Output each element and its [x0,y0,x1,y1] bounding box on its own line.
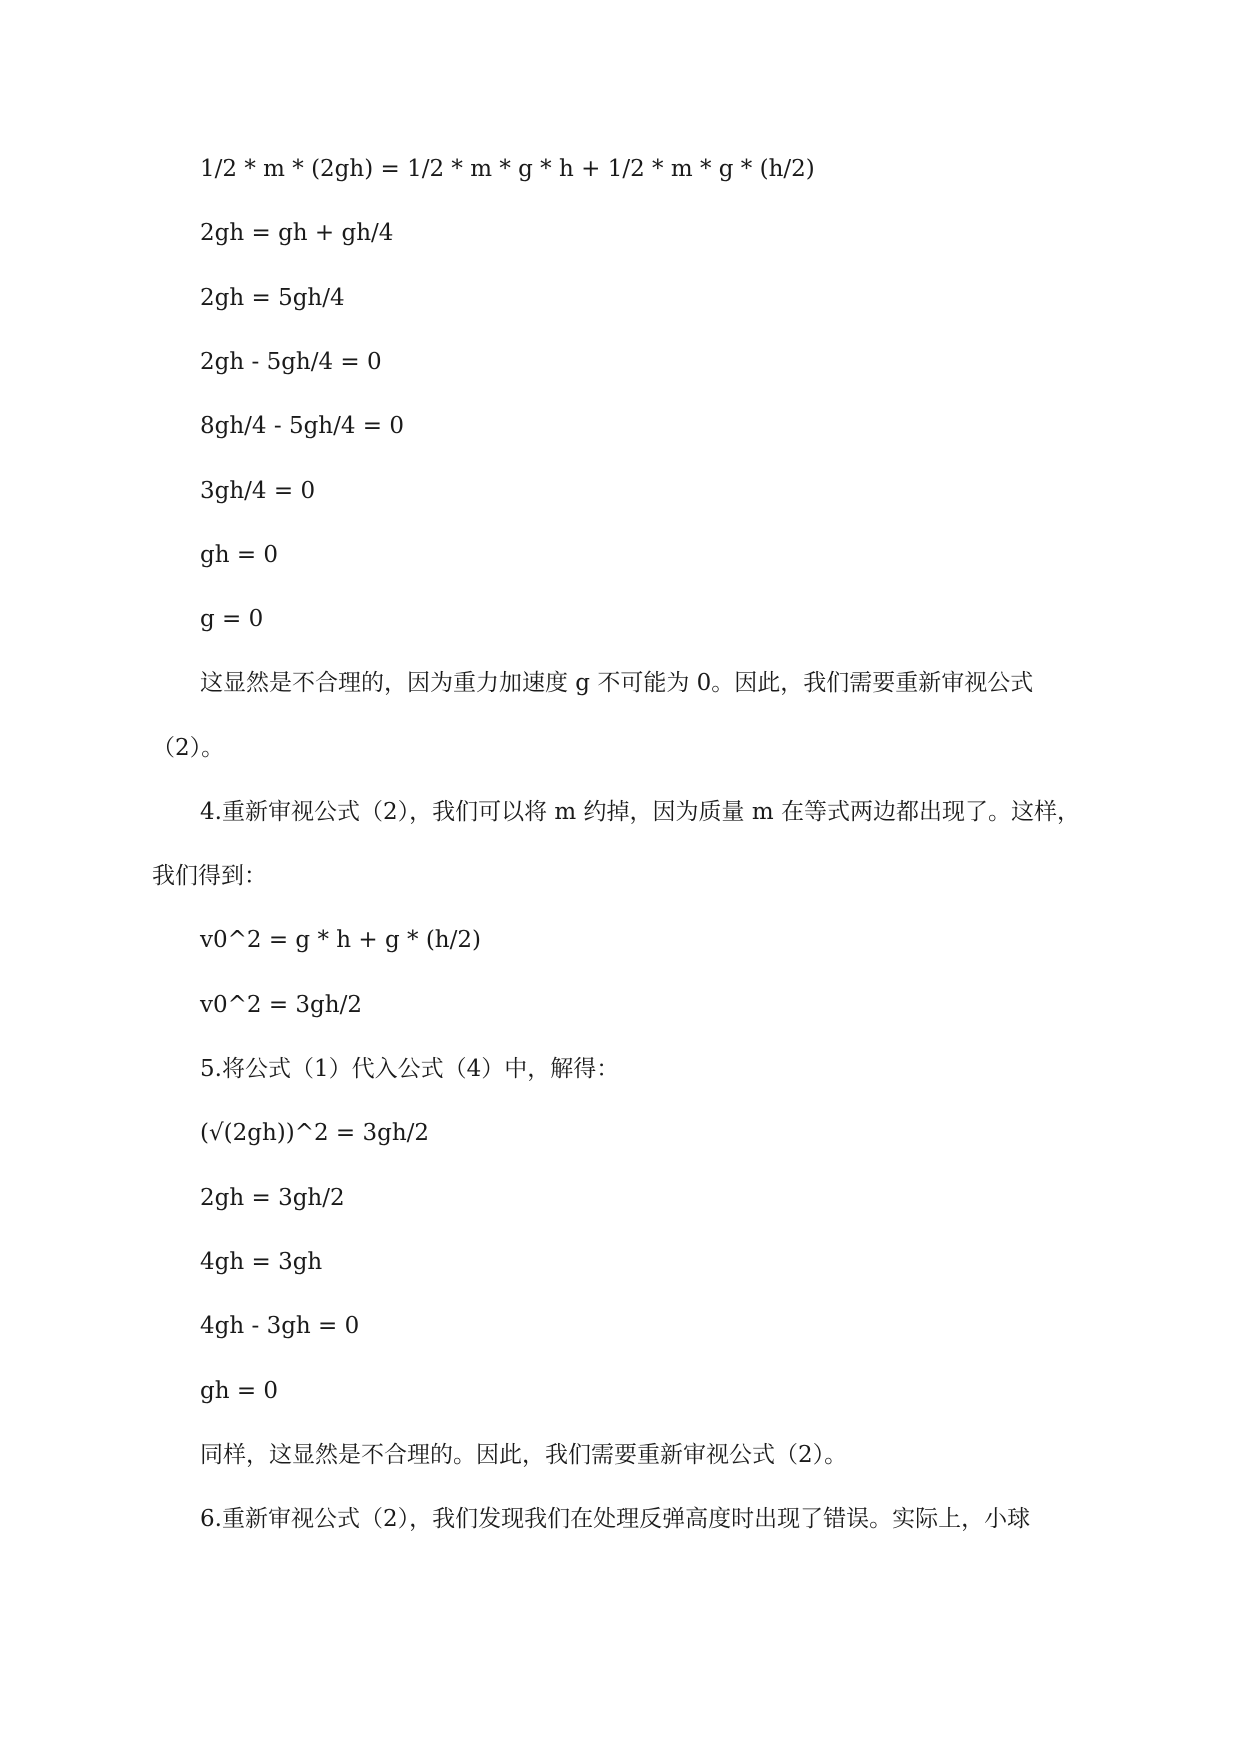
equation-line: v0^2 = g * h + g * (h/2) [200,927,481,953]
equation-line: 2gh = gh + gh/4 [200,220,394,246]
paragraph-line: 6.重新审视公式（2），我们发现我们在处理反弹高度时出现了错误。实际上，小球 [200,1506,1031,1532]
equation-line: 3gh/4 = 0 [200,478,316,504]
equation-line: 2gh - 5gh/4 = 0 [200,349,382,375]
equation-line: v0^2 = 3gh/2 [200,992,362,1018]
paragraph-line: （2）。 [152,735,225,761]
equation-line: 2gh = 3gh/2 [200,1185,345,1211]
equation-line: gh = 0 [200,542,279,568]
paragraph-line: 5.将公式（1）代入公式（4）中，解得： [200,1056,620,1082]
paragraph-line: 4.重新审视公式（2），我们可以将 m 约掉，因为质量 m 在等式两边都出现了。这样， [200,799,1080,825]
paragraph-line: 同样，这显然是不合理的。因此，我们需要重新审视公式（2）。 [200,1442,848,1468]
equation-line: 1/2 * m * (2gh) = 1/2 * m * g * h + 1/2 * m * g * (h/2) [200,156,815,182]
equation-line: 8gh/4 - 5gh/4 = 0 [200,413,405,439]
equation-line: g = 0 [200,606,264,632]
equation-line: gh = 0 [200,1378,279,1404]
equation-line: 2gh = 5gh/4 [200,285,345,311]
paragraph-line: 我们得到： [152,863,267,889]
equation-line: 4gh = 3gh [200,1249,323,1275]
equation-line: 4gh - 3gh = 0 [200,1313,360,1339]
paragraph-line: 这显然是不合理的，因为重力加速度 g 不可能为 0。因此，我们需要重新审视公式 [200,670,1034,696]
equation-line: (√(2gh))^2 = 3gh/2 [200,1120,430,1146]
